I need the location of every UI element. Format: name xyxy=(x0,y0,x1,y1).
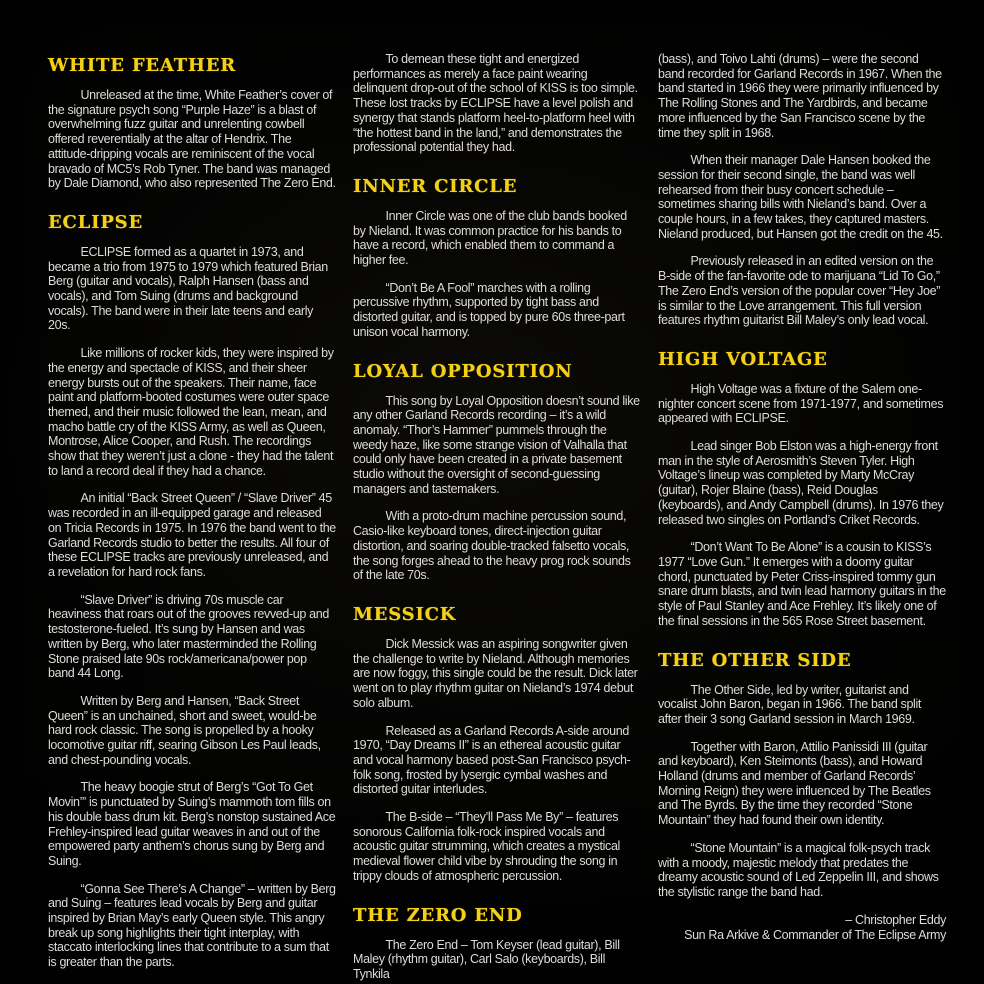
paragraph: Written by Berg and Hansen, “Back Street Queen” is an unchained, short and sweet, would-be hard rock classic. The song is propelled by a hooky locomotive guitar riff, searing Gibson Les Paul leads, and chest-pounding vocals. xyxy=(48,693,321,767)
section-heading-the-zero-end: THE ZERO END xyxy=(353,904,523,926)
paragraph: When their manager Dale Hansen booked the session for their second single, the band was well rehearsed from their busy concert schedule – sometimes sharing bills with Nieland’s band. Over a couple hours, in a few takes, they captured masters. Nieland produced, but Hansen got the credit on the 45. xyxy=(658,153,943,241)
section-heading-messick: MESSICK xyxy=(353,603,457,625)
paragraph: Previously released in an edited version on the B-side of the fan-favorite ode to marijuana “Lid To Go,” The Zero End’s version of the popular cover “Hey Joe” is similar to the Love arrangement. This full version features rhythm guitarist Bill Maley’s only lead vocal. xyxy=(658,254,941,328)
section-heading-white-feather: WHITE FEATHER xyxy=(48,55,236,76)
paragraph: “Stone Mountain” is a magical folk-psych track with a moody, majestic melody that predates the dreamy acoustic sound of Led Zeppelin III, and shows the stylistic range the band had. xyxy=(658,840,939,899)
paragraph: This song by Loyal Opposition doesn’t sound like any other Garland Records recording – it’s a wild anomaly. “Thor’s Hammer” pummels through the weedy haze, like some strange vision of Valhalla that could only have been created in a private basement studio without the oversight of second-guessing managers and tastemakers. xyxy=(353,393,640,496)
paragraph: “Slave Driver” is driving 70s muscle car heaviness that roars out of the grooves revved-up and testosterone-fueled. It’s sung by Hansen and was written by Berg, who later masterminded the Rolling Stone praised late 90s rock/americana/power pop band 44 Long. xyxy=(48,592,329,681)
section-heading-loyal-opposition: LOYAL OPPOSITION xyxy=(353,360,573,382)
paragraph: Unreleased at the time, White Feather’s cover of the signature psych song “Purple Haze” is a blast of overwhelming fuzz guitar and unrelenting cowbell offered reverentially at the altar of Hendrix. The attitude-dripping vocals are reminiscent of the vocal bravado of MC5’s Rob Tyner. The band was managed by Dale Diamond, who also represented The Zero End. xyxy=(48,88,336,191)
section-heading-the-other-side: THE OTHER SIDE xyxy=(658,649,852,671)
paragraph: (bass), and Toivo Lahti (drums) – were the second band recorded for Garland Records in 1967. When the band started in 1966 they were primarily influenced by The Rolling Stones and The Yardbirds, and became more influenced by the San Francisco scene by the time they split in 1968. xyxy=(658,52,942,140)
paragraph: High Voltage was a fixture of the Salem one-nighter concert scene from 1971-1977, and sometimes appeared with ECLIPSE. xyxy=(658,381,944,426)
paragraph: The Zero End – Tom Keyser (lead guitar), Bill Maley (rhythm guitar), Carl Salo (keyboards), Bill Tynkila xyxy=(353,937,620,981)
paragraph: Dick Messick was an aspiring songwriter given the challenge to write by Nieland. Although memories are now foggy, this single could be the result. Dick later went on to play rhythm guitar on Nieland’s 1974 debut solo album. xyxy=(353,636,638,710)
paragraph: “Gonna See There’s A Change” – written by Berg and Suing – features lead vocals by Berg and guitar inspired by Brian May’s early Queen style. This angry break up song highlights their tight interplay, with staccato interlocking lines that contribute to a sum that is greater than the parts. xyxy=(48,881,336,970)
section-heading-inner-circle: INNER CIRCLE xyxy=(353,175,518,197)
paragraph: The Other Side, led by writer, guitarist and vocalist John Baron, began in 1966. The band split after their 3 song Garland session in March 1969. xyxy=(658,682,922,726)
column-3 xyxy=(658,52,946,964)
paragraph: Inner Circle was one of the club bands booked by Nieland. It was common practice for his bands to have a record, which enabled them to command a higher fee. xyxy=(353,208,627,268)
paragraph: “Don’t Want To Be Alone” is a cousin to KISS’s 1977 “Love Gun.” It emerges with a doomy guitar chord, punctuated by Peter Criss-inspired tommy gun snare drum blasts, and twin lead harmony guitars in the style of Paul Stanley and Ace Frehley. It’s likely one of the final sessions in the 565 Rose Street basement. xyxy=(658,540,946,628)
section-heading-eclipse: ECLIPSE xyxy=(48,211,143,233)
credit-role: Sun Ra Arkive & Commander of The Eclipse Army xyxy=(684,927,946,942)
paragraph: Like millions of rocker kids, they were inspired by the energy and spectacle of KISS, and their sheer energy bursts out of the speakers. Their name, face paint and platform-booted costumes were outer space themed, and their music followed the lean, mean, and macho battle cry of the KISS Army, as well as Queen, Montrose, Alice Cooper, and Rush. The recordings show that they weren’t just a clone - they had the talent to land a record deal if they had a chance. xyxy=(48,346,334,478)
credit-byline: – Christopher Eddy xyxy=(845,912,946,927)
paragraph: To demean these tight and energized performances as merely a face paint wearing delinquent drop-out of the school of KISS is too simple. These lost tracks by ECLIPSE have a level polish and synergy that stands platform heel-to-platform heel with “the hottest band in the land,” and demonstrates the professional potential they had. xyxy=(353,52,638,155)
paragraph: Together with Baron, Attilio Panissidi III (guitar and keyboard), Ken Steimonts (bass), and Howard Holland (drums and member of Garland Records’ Morning Reign) they were influenced by The Beatles and The Byrds. By the time they recorded “Stone Mountain” they had found their own identity. xyxy=(658,739,931,828)
paragraph: The B-side – “They’ll Pass Me By” – features sonorous California folk-rock inspired vocals and acoustic guitar strumming, which creates a mystical medieval flower child vibe by shrouding the song in trippy clouds of atmospheric percussion. xyxy=(353,810,620,883)
column-1 xyxy=(48,52,336,970)
paragraph: Lead singer Bob Elston was a high-energy front man in the style of Aerosmith’s Steven Tyler. High Voltage’s lineup was completed by Marty McCray (guitar), Rojer Blaine (bass), Reid Douglas (keyboards), and Andy Campbell (drums). In 1976 they released two singles on Portland’s Criket Records. xyxy=(658,439,944,527)
paragraph: An initial “Back Street Queen” / “Slave Driver” 45 was recorded in an ill-equipped garage and released on Tricia Records in 1975. In 1976 the band went to the Garland Records studio to better the results. All four of these ECLIPSE tracks are previously unreleased, and a revelation for hard rock fans. xyxy=(48,491,336,579)
paragraph: With a proto-drum machine percussion sound, Casio-like keyboard tones, direct-injection guitar distortion, and soaring double-tracked falsetto vocals, the song forges ahead to the heavy prog rock sounds of the late 70s. xyxy=(353,509,631,583)
section-heading-high-voltage: HIGH VOLTAGE xyxy=(658,348,828,370)
paragraph: The heavy boogie strut of Berg’s “Got To Get Movin’” is punctuated by Suing’s mammoth tom fills on his double bass drum kit. Berg’s nonstop sustained Ace Frehley-inspired lead guitar weaves in and out of the empowered party anthem’s chorus sung by Berg and Suing. xyxy=(48,780,336,868)
paragraph: Released as a Garland Records A-side around 1970, “Day Dreams II” is an ethereal acoustic guitar and vocal harmony based post-San Francisco psych-folk song, frosted by lysergic cymbal washes and distorted guitar interludes. xyxy=(353,723,631,797)
paragraph: “Don’t Be A Fool” marches with a rolling percussive rhythm, supported by tight bass and distorted guitar, and is topped by pure 60s three-part unison vocal harmony. xyxy=(353,280,625,339)
column-2 xyxy=(353,52,641,981)
paragraph: ECLIPSE formed as a quartet in 1973, and became a trio from 1975 to 1979 which featured Brian Berg (guitar and vocals), Ralph Hansen (bass and vocals), and Tom Suing (drums and background vocals). The band were in their late teens and early 20s. xyxy=(48,244,328,333)
